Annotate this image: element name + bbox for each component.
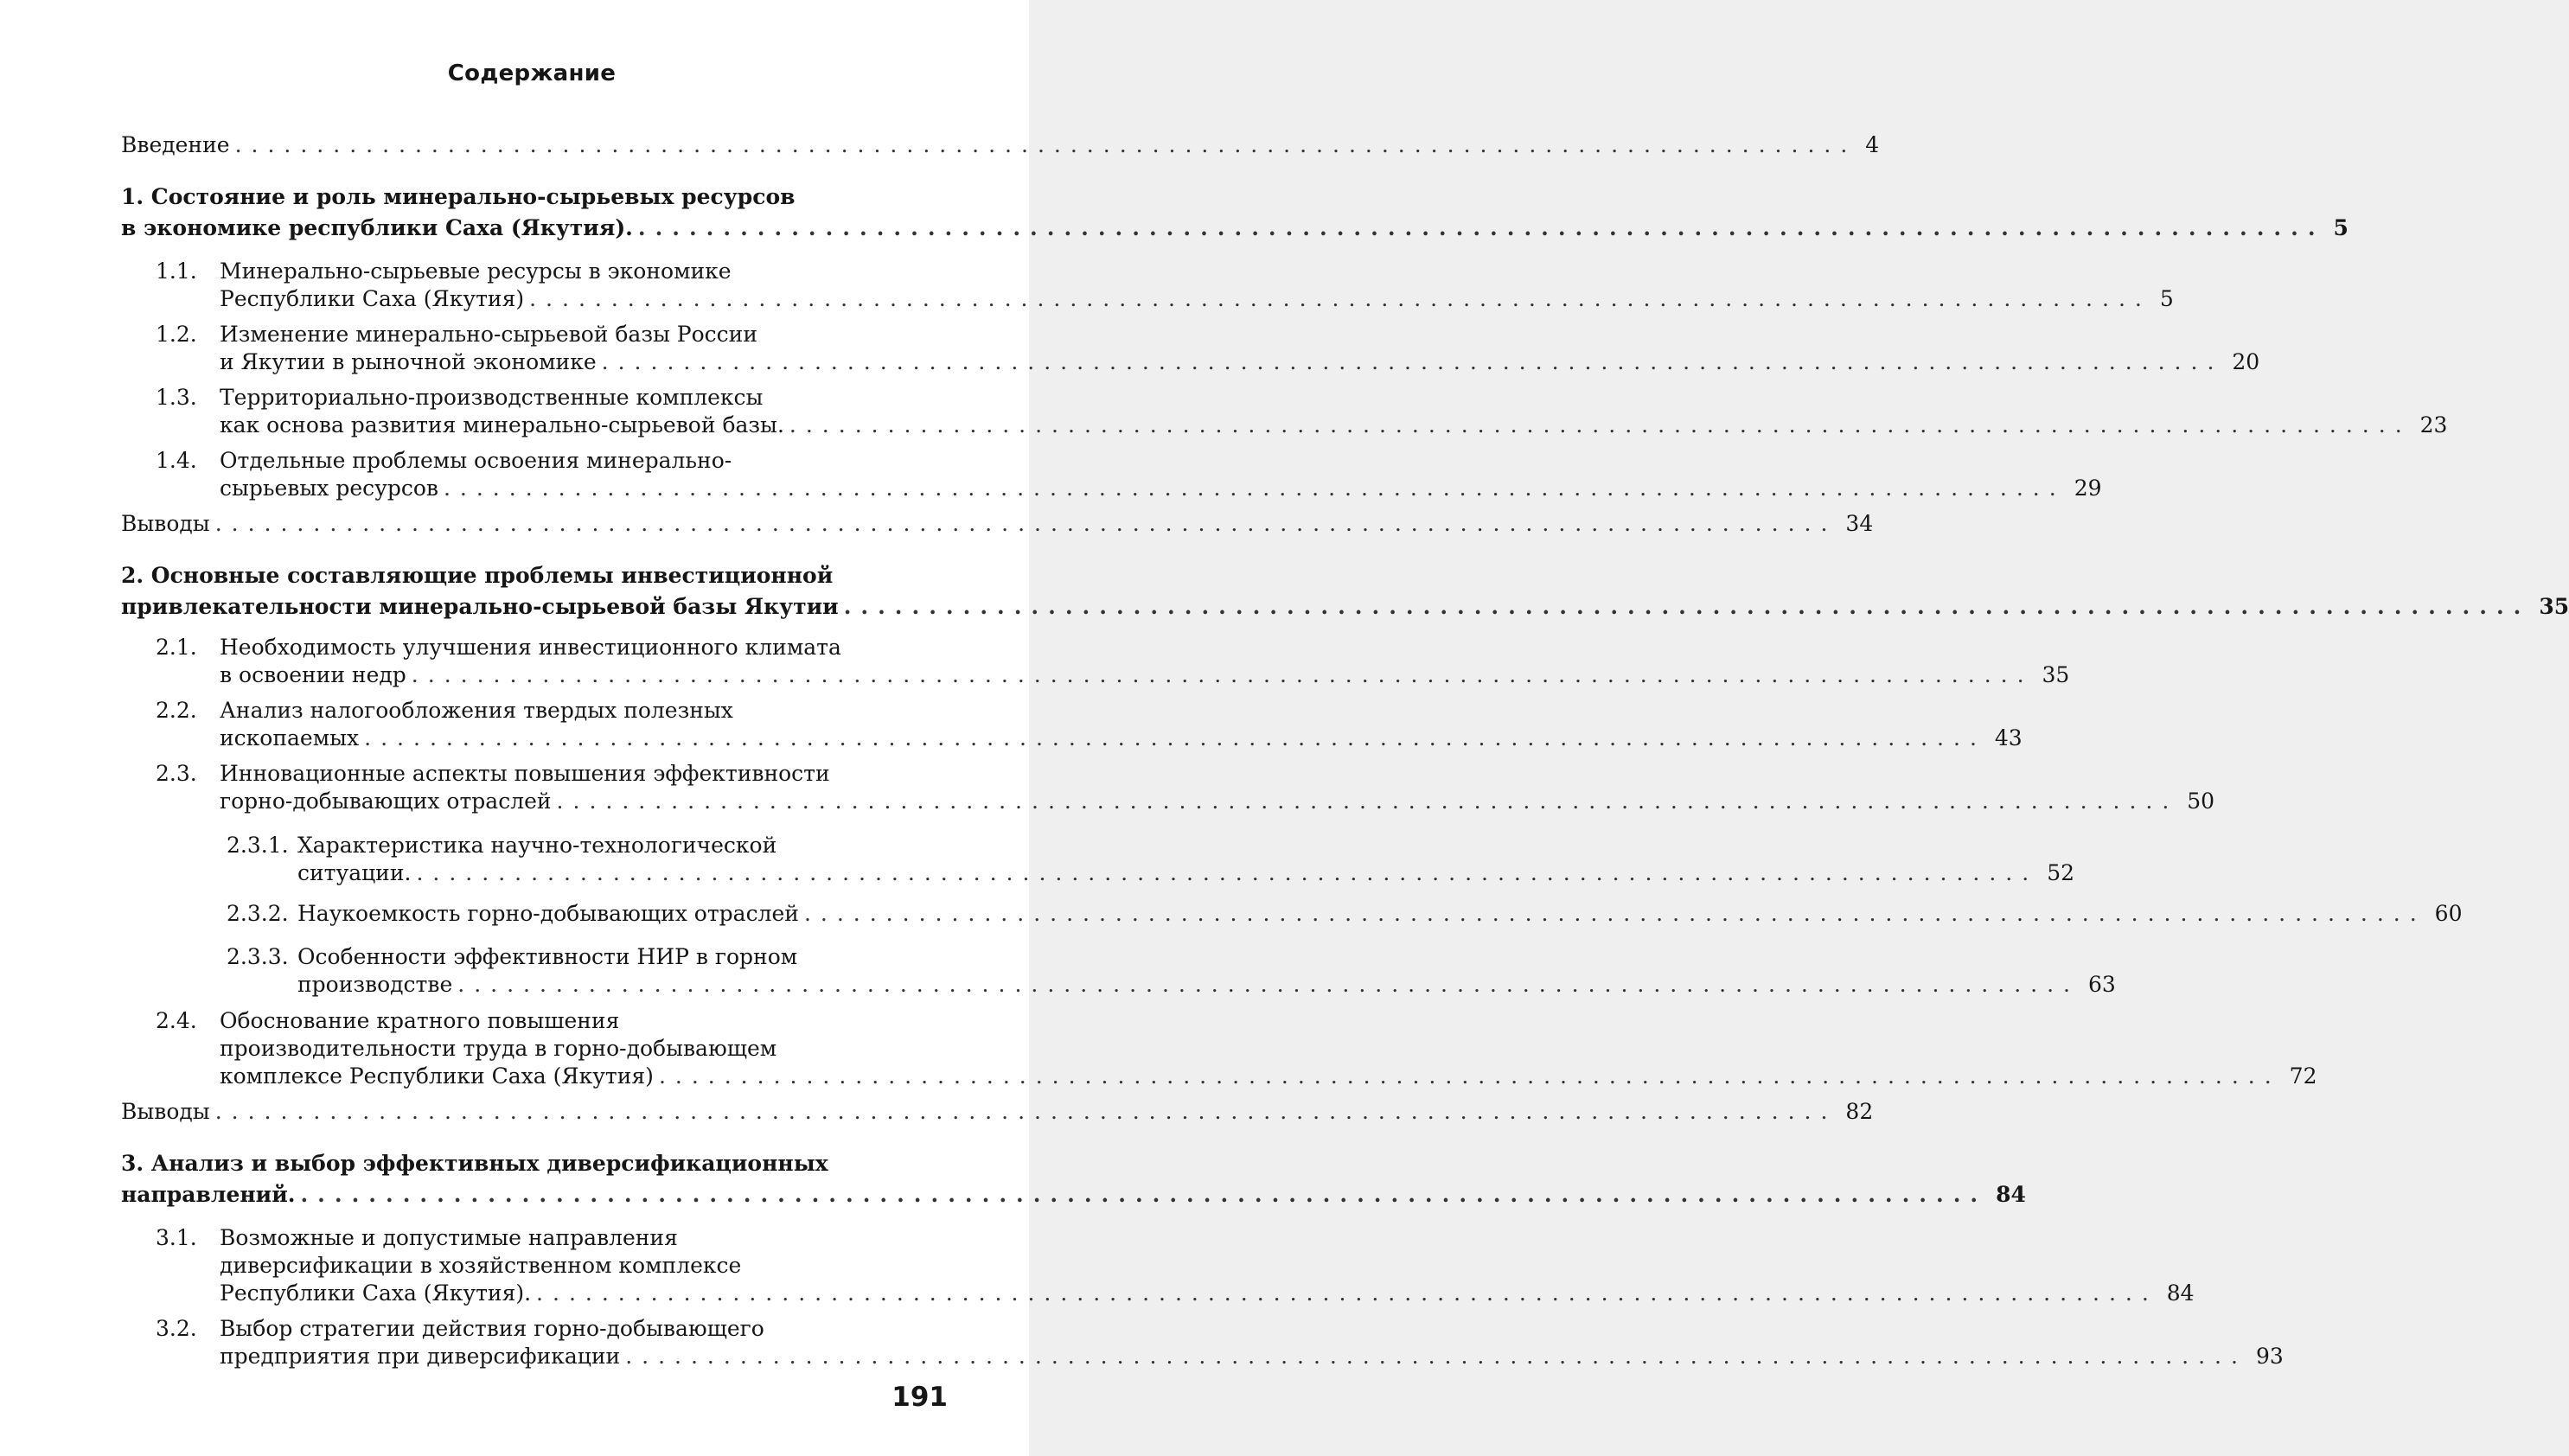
dot-leader: ................................................................................................... [529,286,2151,311]
section-title-line: Минерально-сырьевые ресурсы в экономике [220,259,732,284]
toc-page-number: 29 [2074,476,2102,501]
dot-leader: ................................................................................................... [457,972,2080,997]
section-title-line: диверсификации в хозяйственном комплексе [220,1253,742,1278]
dot-leader: ................................................................................................... [214,511,1837,536]
section-number: 2.4. [156,1008,197,1033]
section-title-line: Отдельные проблемы освоения минерально- [220,448,732,473]
section-title-line: предприятия при диверсификации [220,1344,621,1369]
section-title-line: Возможные и допустимые направления [220,1225,678,1250]
chapter-title-line: в экономике республики Саха (Якутия). [121,215,633,240]
toc-page-number: 23 [2419,412,2448,437]
chapter-title-line: 2. Основные составляющие проблемы инвестиционной [121,563,834,588]
chapter-title-line: 1. Состояние и роль минерально-сырьевых ресурсов [121,184,796,209]
section-title-line: и Якутии в рыночной экономике [220,349,597,374]
dot-leader: ................................................................................................... [843,594,2531,619]
toc-page-number: 50 [2187,789,2215,814]
toc-page-number: 52 [2047,860,2075,885]
section-title-line: Выбор стратегии действия горно-добывающего [220,1316,764,1341]
toc-entry-text: Выводы [121,1099,210,1124]
toc-page-number: 20 [2232,349,2260,374]
dot-leader: ................................................................................................... [364,725,1986,750]
dot-leader: ................................................................................................... [637,215,2325,240]
section-title-line: как основа развития минерально-сырьевой базы. [220,412,784,437]
toc-page-number: 84 [2166,1280,2195,1306]
chapter-title-line: привлекательности минерально-сырьевой базы Якутии [121,594,839,619]
toc-entry-text: Выводы [121,511,210,536]
toc-page-number: 5 [2333,215,2349,240]
toc-page-number: 35 [2042,662,2070,687]
dot-leader: ................................................................................................... [556,789,2179,814]
dot-leader: ................................................................................................... [214,1099,1837,1124]
dot-leader: ................................................................................................... [300,1182,1988,1207]
subsection-title-line: производстве [297,972,453,997]
dot-leader: ................................................................................................... [625,1344,2247,1369]
section-number: 2.3. [156,761,197,786]
section-number: 1.2. [156,322,197,347]
toc-page-number: 84 [1996,1182,2026,1207]
section-title-line: Инновационные аспекты повышения эффективности [220,761,830,786]
dot-leader: ................................................................................................... [234,132,1857,157]
subsection-title-line: Особенности эффективности НИР в горном [297,944,798,969]
toc-page-number: 72 [2289,1063,2317,1089]
dot-leader: ................................................................................................... [601,349,2224,374]
page-title: Содержание [447,61,617,86]
dot-leader: ................................................................................................... [658,1063,2281,1089]
dot-leader: ................................................................................................... [443,476,2066,501]
section-title-line: Необходимость улучшения инвестиционного климата [220,635,841,660]
page-number: 191 [891,1382,948,1413]
section-title-line: Республики Саха (Якутия) [220,286,525,311]
subsection-number: 2.3.3. [227,944,289,969]
subsection-title-line: ситуации. [297,860,412,885]
section-number: 3.2. [156,1316,197,1341]
section-title-line: ископаемых [220,725,360,750]
section-title-line: горно-добывающих отраслей [220,789,552,814]
section-title-line: сырьевых ресурсов [220,476,438,501]
section-title-line: Республики Саха (Якутия). [220,1280,532,1306]
section-title-line: производительности труда в горно-добывающем [220,1036,777,1061]
dot-leader: ................................................................................................... [411,662,2034,687]
subsection-title-line: Характеристика научно-технологической [297,833,777,858]
chapter-title-line: направлений. [121,1182,296,1207]
toc-page-number: 60 [2434,901,2463,926]
section-title-line: Изменение минерально-сырьевой базы России [220,322,758,347]
toc-page-number: 35 [2539,594,2569,619]
toc-page-number: 82 [1845,1099,1874,1124]
section-number: 2.1. [156,635,197,660]
section-number: 1.1. [156,259,197,284]
section-title-line: Территориально-производственные комплексы [220,385,764,410]
section-number: 1.4. [156,448,197,473]
subsection-number: 2.3.2. [227,901,289,926]
dot-leader: ................................................................................................... [803,901,2426,926]
toc-page-number: 4 [1865,132,1880,157]
toc-page-number: 34 [1845,511,1874,536]
toc-page-number: 93 [2255,1344,2284,1369]
toc-page-number: 63 [2087,972,2116,997]
toc-page-number: 5 [2159,286,2174,311]
section-title-line: Анализ налогообложения твердых полезных [220,698,733,723]
chapter-title-line: 3. Анализ и выбор эффективных диверсификационных [121,1151,828,1176]
section-number: 2.2. [156,698,197,723]
dot-leader: ................................................................................................... [789,412,2412,437]
dot-leader: ................................................................................................... [536,1280,2158,1306]
toc-entry-text: Введение [121,132,230,157]
dot-leader: ................................................................................................... [416,860,2039,885]
section-number: 1.3. [156,385,197,410]
subsection-title-line: Наукоемкость горно-добывающих отраслей [297,901,799,926]
section-title-line: в освоении недр [220,662,406,687]
section-title-line: комплексе Республики Саха (Якутия) [220,1063,654,1089]
section-number: 3.1. [156,1225,197,1250]
section-title-line: Обоснование кратного повышения [220,1008,620,1033]
toc-page-number: 43 [1994,725,2023,750]
subsection-number: 2.3.1. [227,833,289,858]
